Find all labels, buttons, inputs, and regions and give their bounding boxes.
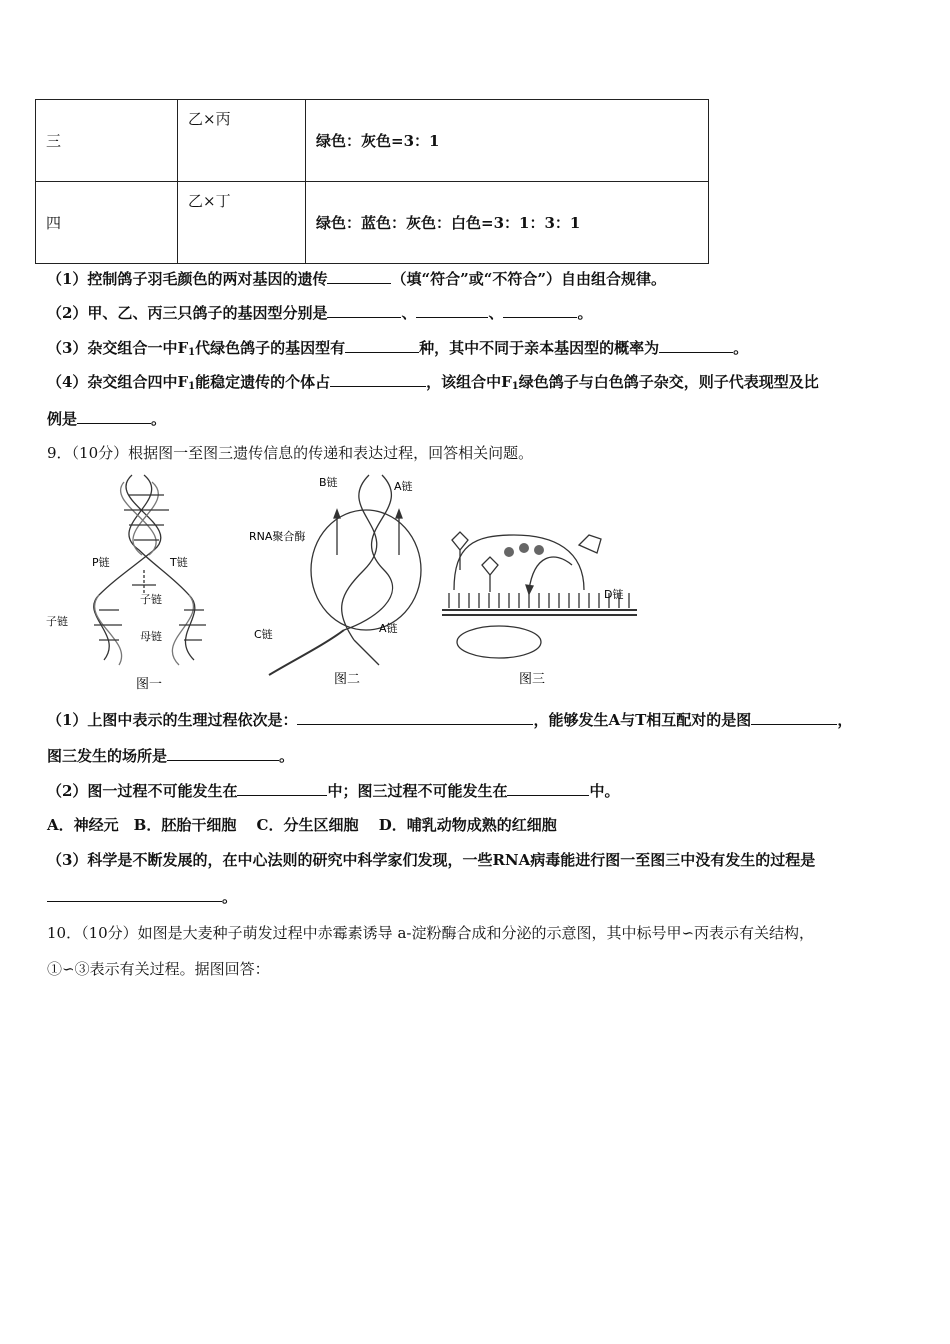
amino-acid-icon bbox=[519, 543, 529, 553]
amino-acid-icon bbox=[504, 547, 514, 557]
answer-blank[interactable] bbox=[659, 338, 733, 353]
q9-options: A．神经元 B．胚胎干细胞 C．分生区细胞 D．哺乳动物成熟的红细胞 bbox=[47, 816, 557, 834]
fig1-label-child2: 子链 bbox=[46, 615, 68, 628]
separator: 、 bbox=[488, 304, 504, 322]
table-row bbox=[36, 100, 709, 182]
q9-part3 bbox=[47, 849, 815, 870]
genetics-figures bbox=[44, 470, 644, 695]
fig1-label-p: P链 bbox=[92, 556, 110, 569]
period: 。 bbox=[577, 304, 593, 322]
answer-blank[interactable] bbox=[507, 781, 589, 796]
f-symbol: F bbox=[177, 373, 189, 391]
amino-acid-icon bbox=[534, 545, 544, 555]
subscript: 1 bbox=[511, 381, 519, 392]
q8-part4-text5: 例是 bbox=[47, 410, 78, 428]
q8-part4 bbox=[47, 371, 819, 392]
q9-part1 bbox=[47, 709, 852, 730]
fig1-label-mother: 母链 bbox=[140, 630, 162, 643]
table-cell-group: 三 bbox=[36, 100, 178, 182]
q8-part4-cont bbox=[47, 408, 166, 429]
answer-blank[interactable] bbox=[77, 409, 151, 424]
answer-blank[interactable] bbox=[237, 781, 327, 796]
q8-part4-text4: 绿色鸽子与白色鸽子杂交，则子代表现型及比 bbox=[518, 373, 819, 391]
period: 。 bbox=[733, 339, 749, 357]
table-cell-result: 绿色：蓝色：灰色：白色=3：1：3：1 bbox=[306, 182, 709, 264]
separator: 、 bbox=[401, 304, 417, 322]
q9-part1-text: （1）上图中表示的生理过程依次是： bbox=[47, 711, 298, 729]
answer-blank[interactable] bbox=[47, 887, 222, 902]
q9-part1-cont bbox=[47, 745, 294, 766]
answer-blank[interactable] bbox=[503, 303, 577, 318]
base-a: A bbox=[608, 711, 621, 729]
subscript: 1 bbox=[188, 347, 196, 358]
q9-header: 9．（10分）根据图一至图三遗传信息的传递和表达过程，回答相关问题。 bbox=[47, 444, 534, 462]
comma: ， bbox=[837, 711, 853, 729]
q8-part1-text: （1）控制鸽子羽毛颜色的两对基因的遗传 bbox=[47, 270, 328, 288]
answer-blank[interactable] bbox=[297, 710, 533, 725]
period: 。 bbox=[222, 888, 238, 906]
period: 。 bbox=[279, 747, 295, 765]
table-cell-cross: 乙×丙 bbox=[178, 100, 306, 182]
q8-part1-text2: （填“符合”或“不符合”）自由组合规律。 bbox=[391, 270, 666, 288]
q10-line1: 10．（10分）如图是大麦种子萌发过程中赤霉素诱导 a-淀粉酶合成和分泌的示意图，其中标号甲∽丙表示有关结构， bbox=[47, 924, 815, 942]
q9-part3-text2: 病毒能进行图一至图三中没有发生的过程是 bbox=[530, 851, 816, 869]
answer-blank[interactable] bbox=[416, 303, 488, 318]
q9-part3-cont bbox=[47, 886, 237, 907]
q8-part4-text3: ，该组合中 bbox=[426, 373, 502, 391]
table-cell-result: 绿色：灰色=3：1 bbox=[306, 100, 709, 182]
answer-blank[interactable] bbox=[327, 303, 401, 318]
fig2-label-b: B链 bbox=[319, 476, 338, 489]
answer-blank[interactable] bbox=[345, 338, 419, 353]
q8-part3-text: （3）杂交组合一中 bbox=[47, 339, 178, 357]
fig3-caption: 图三 bbox=[519, 672, 546, 687]
rna-text: RNA bbox=[492, 851, 531, 869]
fig2-label-rna-polymerase: RNA聚合酶 bbox=[249, 530, 306, 543]
q8-part4-text2: 能稳定遗传的个体占 bbox=[195, 373, 331, 391]
answer-blank[interactable] bbox=[327, 269, 391, 284]
q8-part3-text2: 代绿色鸽子的基因型有 bbox=[195, 339, 346, 357]
q9-part2-text: （2）图一过程不可能发生在 bbox=[47, 782, 238, 800]
fig2-label-c: C链 bbox=[254, 628, 273, 641]
q8-part3-text3: 种，其中不同于亲本基因型的概率为 bbox=[419, 339, 660, 357]
q8-part3 bbox=[47, 337, 748, 358]
q8-part2 bbox=[47, 302, 593, 323]
fig3-label-d: D链 bbox=[604, 588, 624, 601]
q8-part4-text: （4）杂交组合四中 bbox=[47, 373, 178, 391]
f-symbol: F bbox=[177, 339, 189, 357]
fig1-label-t: T链 bbox=[170, 556, 188, 569]
table-row bbox=[36, 182, 709, 264]
q10-line2: ①∽③表示有关过程。据图回答： bbox=[47, 960, 270, 978]
fig1-label-child: 子链 bbox=[140, 593, 162, 606]
fig1-caption: 图一 bbox=[136, 677, 163, 692]
table-cell-cross: 乙×丁 bbox=[178, 182, 306, 264]
table-cell-group: 四 bbox=[36, 182, 178, 264]
cross-result-table bbox=[35, 99, 709, 264]
fig2-caption: 图二 bbox=[334, 672, 361, 687]
q9-part1-text3: 与 bbox=[620, 711, 636, 729]
answer-blank[interactable] bbox=[167, 746, 279, 761]
fig2-label-a2: A链 bbox=[379, 622, 398, 635]
answer-blank[interactable] bbox=[751, 710, 837, 725]
q9-part1-text4: 相互配对的是图 bbox=[646, 711, 752, 729]
fig2-label-a: A链 bbox=[394, 480, 413, 493]
q8-part2-text: （2）甲、乙、丙三只鸽子的基因型分别是 bbox=[47, 304, 328, 322]
answer-blank[interactable] bbox=[330, 372, 426, 387]
q9-part1-text2: ，能够发生 bbox=[533, 711, 609, 729]
subscript: 1 bbox=[188, 381, 196, 392]
period: 。 bbox=[151, 410, 167, 428]
transcription-figure bbox=[269, 475, 421, 675]
q9-part2-text2: 中；图三过程不可能发生在 bbox=[327, 782, 508, 800]
q8-part1 bbox=[47, 268, 666, 289]
q9-part2-text3: 中。 bbox=[589, 782, 620, 800]
q9-part2 bbox=[47, 780, 619, 801]
base-t: T bbox=[635, 711, 647, 729]
q9-part1-text5: 图三发生的场所是 bbox=[47, 747, 168, 765]
f-symbol: F bbox=[501, 373, 512, 391]
q9-part3-text: （3）科学是不断发展的，在中心法则的研究中科学家们发现，一些 bbox=[47, 851, 493, 869]
